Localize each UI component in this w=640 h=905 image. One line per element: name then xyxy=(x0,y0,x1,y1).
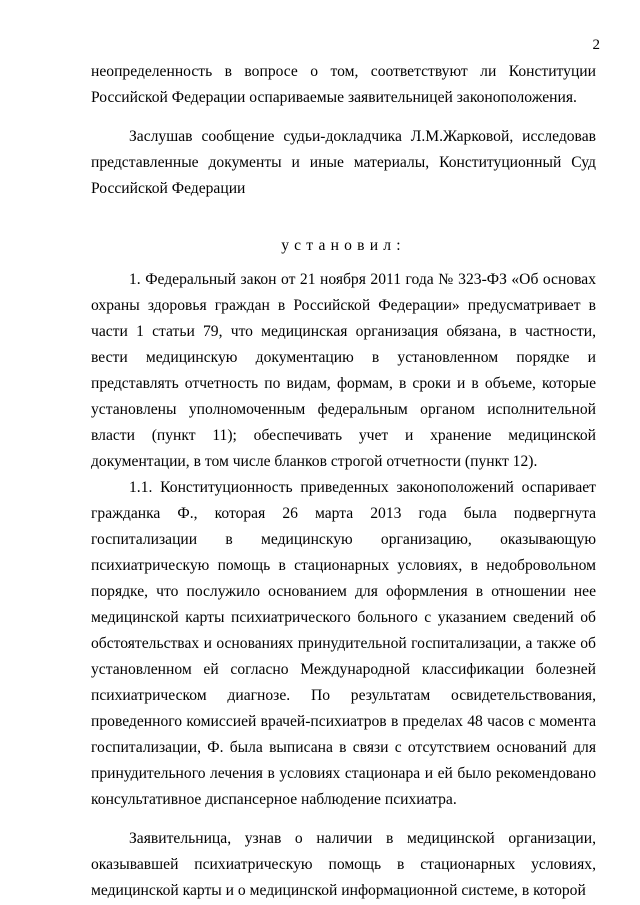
paragraph-point-1-1: 1.1. Конституционность приведенных законоположений оспаривает гражданка Ф., которая 26 марта 2013 года была подвергнута госпитализации в медицинскую организацию, оказывающую психиатрическую помощь в стационарных условиях, в недобровольном порядке, что послужило основанием для оформления в отношении нее медицинской карты психиатрического больного с указанием сведений об обстоятельствах и основаниях принудительной госпитализации, а также об установленном ей согласно Международной классификации болезней психиатрическом диагнозе. По результатам освидетельствования, проведенного комиссией врачей-психиатров в пределах 48 часов с момента госпитализации, Ф. была выписана в связи с отсутствием оснований для принудительного лечения в условиях стационара и ей было рекомендовано консультативное диспансерное наблюдение психиатра. xyxy=(91,479,596,808)
document-body xyxy=(91,59,596,904)
paragraph-applicant: Заявительница, узнав о наличии в медицинской организации, оказывавшей психиатрическую помощь в стационарных условиях, медицинской карты и о медицинской информационной системе, в которой xyxy=(91,830,596,899)
section-heading: установил: xyxy=(281,237,406,254)
paragraph-point-1: 1. Федеральный закон от 21 ноября 2011 года № 323-ФЗ «Об основах охраны здоровья граждан в Российской Федерации» предусматривает в части 1 статьи 79, что медицинская организация обязана, в частности, вести медицинскую документацию в установленном порядке и представлять отчетность по видам, формам, в сроки и в объеме, которые установлены уполномоченным федеральным органом исполнительной власти (пункт 11); обеспечивать учет и хранение медицинской документации, в том числе бланков строгой отчетности (пункт 12). xyxy=(91,271,596,470)
paragraph-hearing: Заслушав сообщение судьи-докладчика Л.М.Жарковой, исследовав представленные документы и иные материалы, Конституционный Суд Российской Федерации xyxy=(91,128,596,197)
paragraph-intro-continuation: неопределенность в вопросе о том, соответствуют ли Конституции Российской Федерации оспариваемые заявительницей законоположения. xyxy=(91,63,596,106)
page-number: 2 xyxy=(592,37,600,53)
